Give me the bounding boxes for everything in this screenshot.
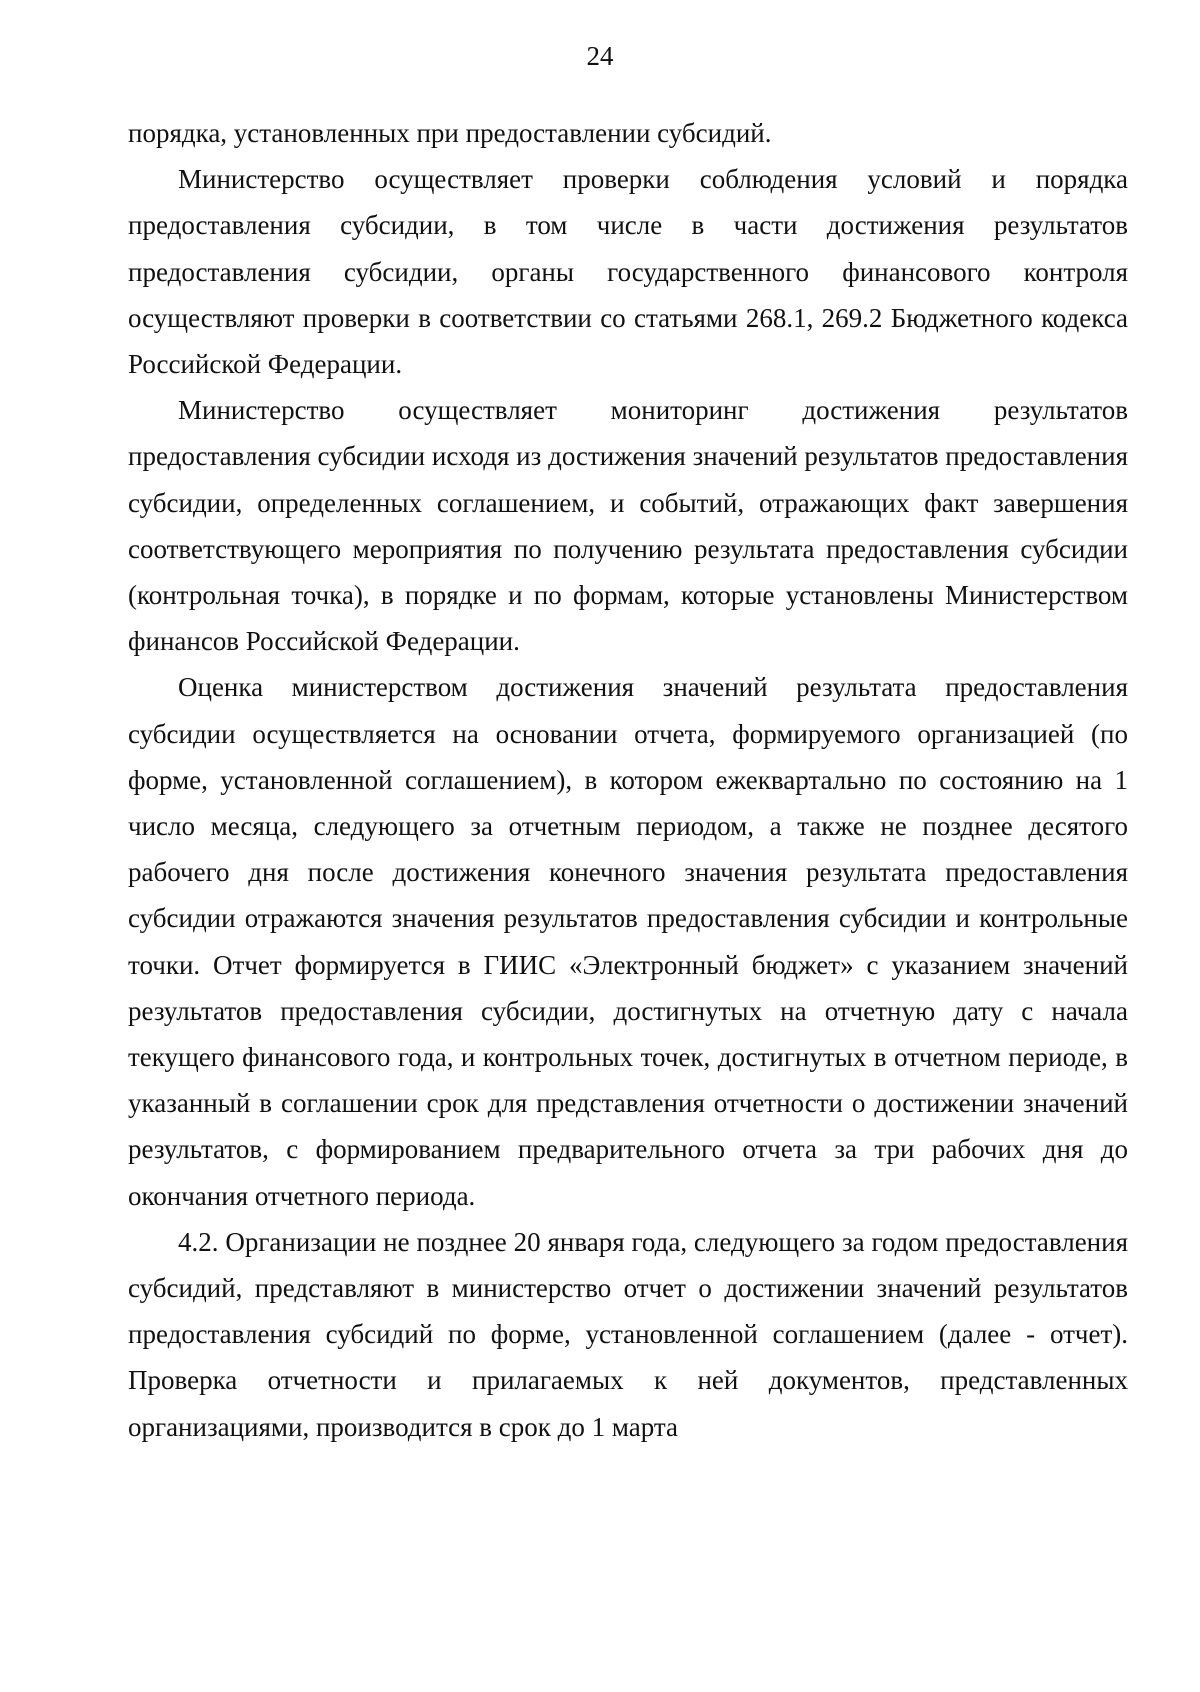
page-number: 24 (586, 41, 614, 71)
paragraph-section-4-2: 4.2. Организации не позднее 20 января года, следующего за годом предоставления субсидий, представляют в министерство отчет о достижении значений результатов предоставления субсидий по форме, установленной соглашением (далее - отчет). Проверка отчетности и прилагаемых к ней документов, представленных организациями, производится в срок до 1 марта (128, 1226, 1128, 1442)
paragraph-ministry-inspections: Министерство осуществляет проверки соблюдения условий и порядка предоставления субсидии, в том числе в части достижения результатов предоставления субсидии, органы государственного финансового контроля осуществляют проверки в соответствии со статьями 268.1, 269.2 Бюджетного кодекса Российской Федерации. (128, 164, 1128, 380)
paragraph-continuation: порядка, установленных при предоставлении субсидий. (128, 118, 772, 148)
paragraph-ministry-monitoring: Министерство осуществляет мониторинг достижения результатов предоставления субсидии исходя из достижения значений результатов предоставления субсидии, определенных соглашением, и событий, отражающих факт завершения соответствующего мероприятия по получению результата предоставления субсидии (контрольная точка), в порядке и по формам, которые установлены Министерством финансов Российской Федерации. (128, 395, 1128, 657)
paragraph-results-assessment: Оценка министерством достижения значений результата предоставления субсидии осуществляется на основании отчета, формируемого организацией (по форме, установленной соглашением), в котором ежеквартально по состоянию на 1 число месяца, следующего за отчетным периодом, а также не позднее десятого рабочего дня после достижения конечного значения результата предоставления субсидии отражаются значения результатов предоставления субсидии и контрольные точки. Отчет формируется в ГИИС «Электронный бюджет» с указанием значений результатов предоставления субсидии, достигнутых на отчетную дату с начала текущего финансового года, и контрольных точек, достигнутых в отчетном периоде, в указанный в соглашении срок для представления отчетности о достижении значений результатов, с формированием предварительного отчета за три рабочих дня до окончания отчетного периода. (128, 672, 1128, 1211)
document-body (128, 110, 1128, 1450)
